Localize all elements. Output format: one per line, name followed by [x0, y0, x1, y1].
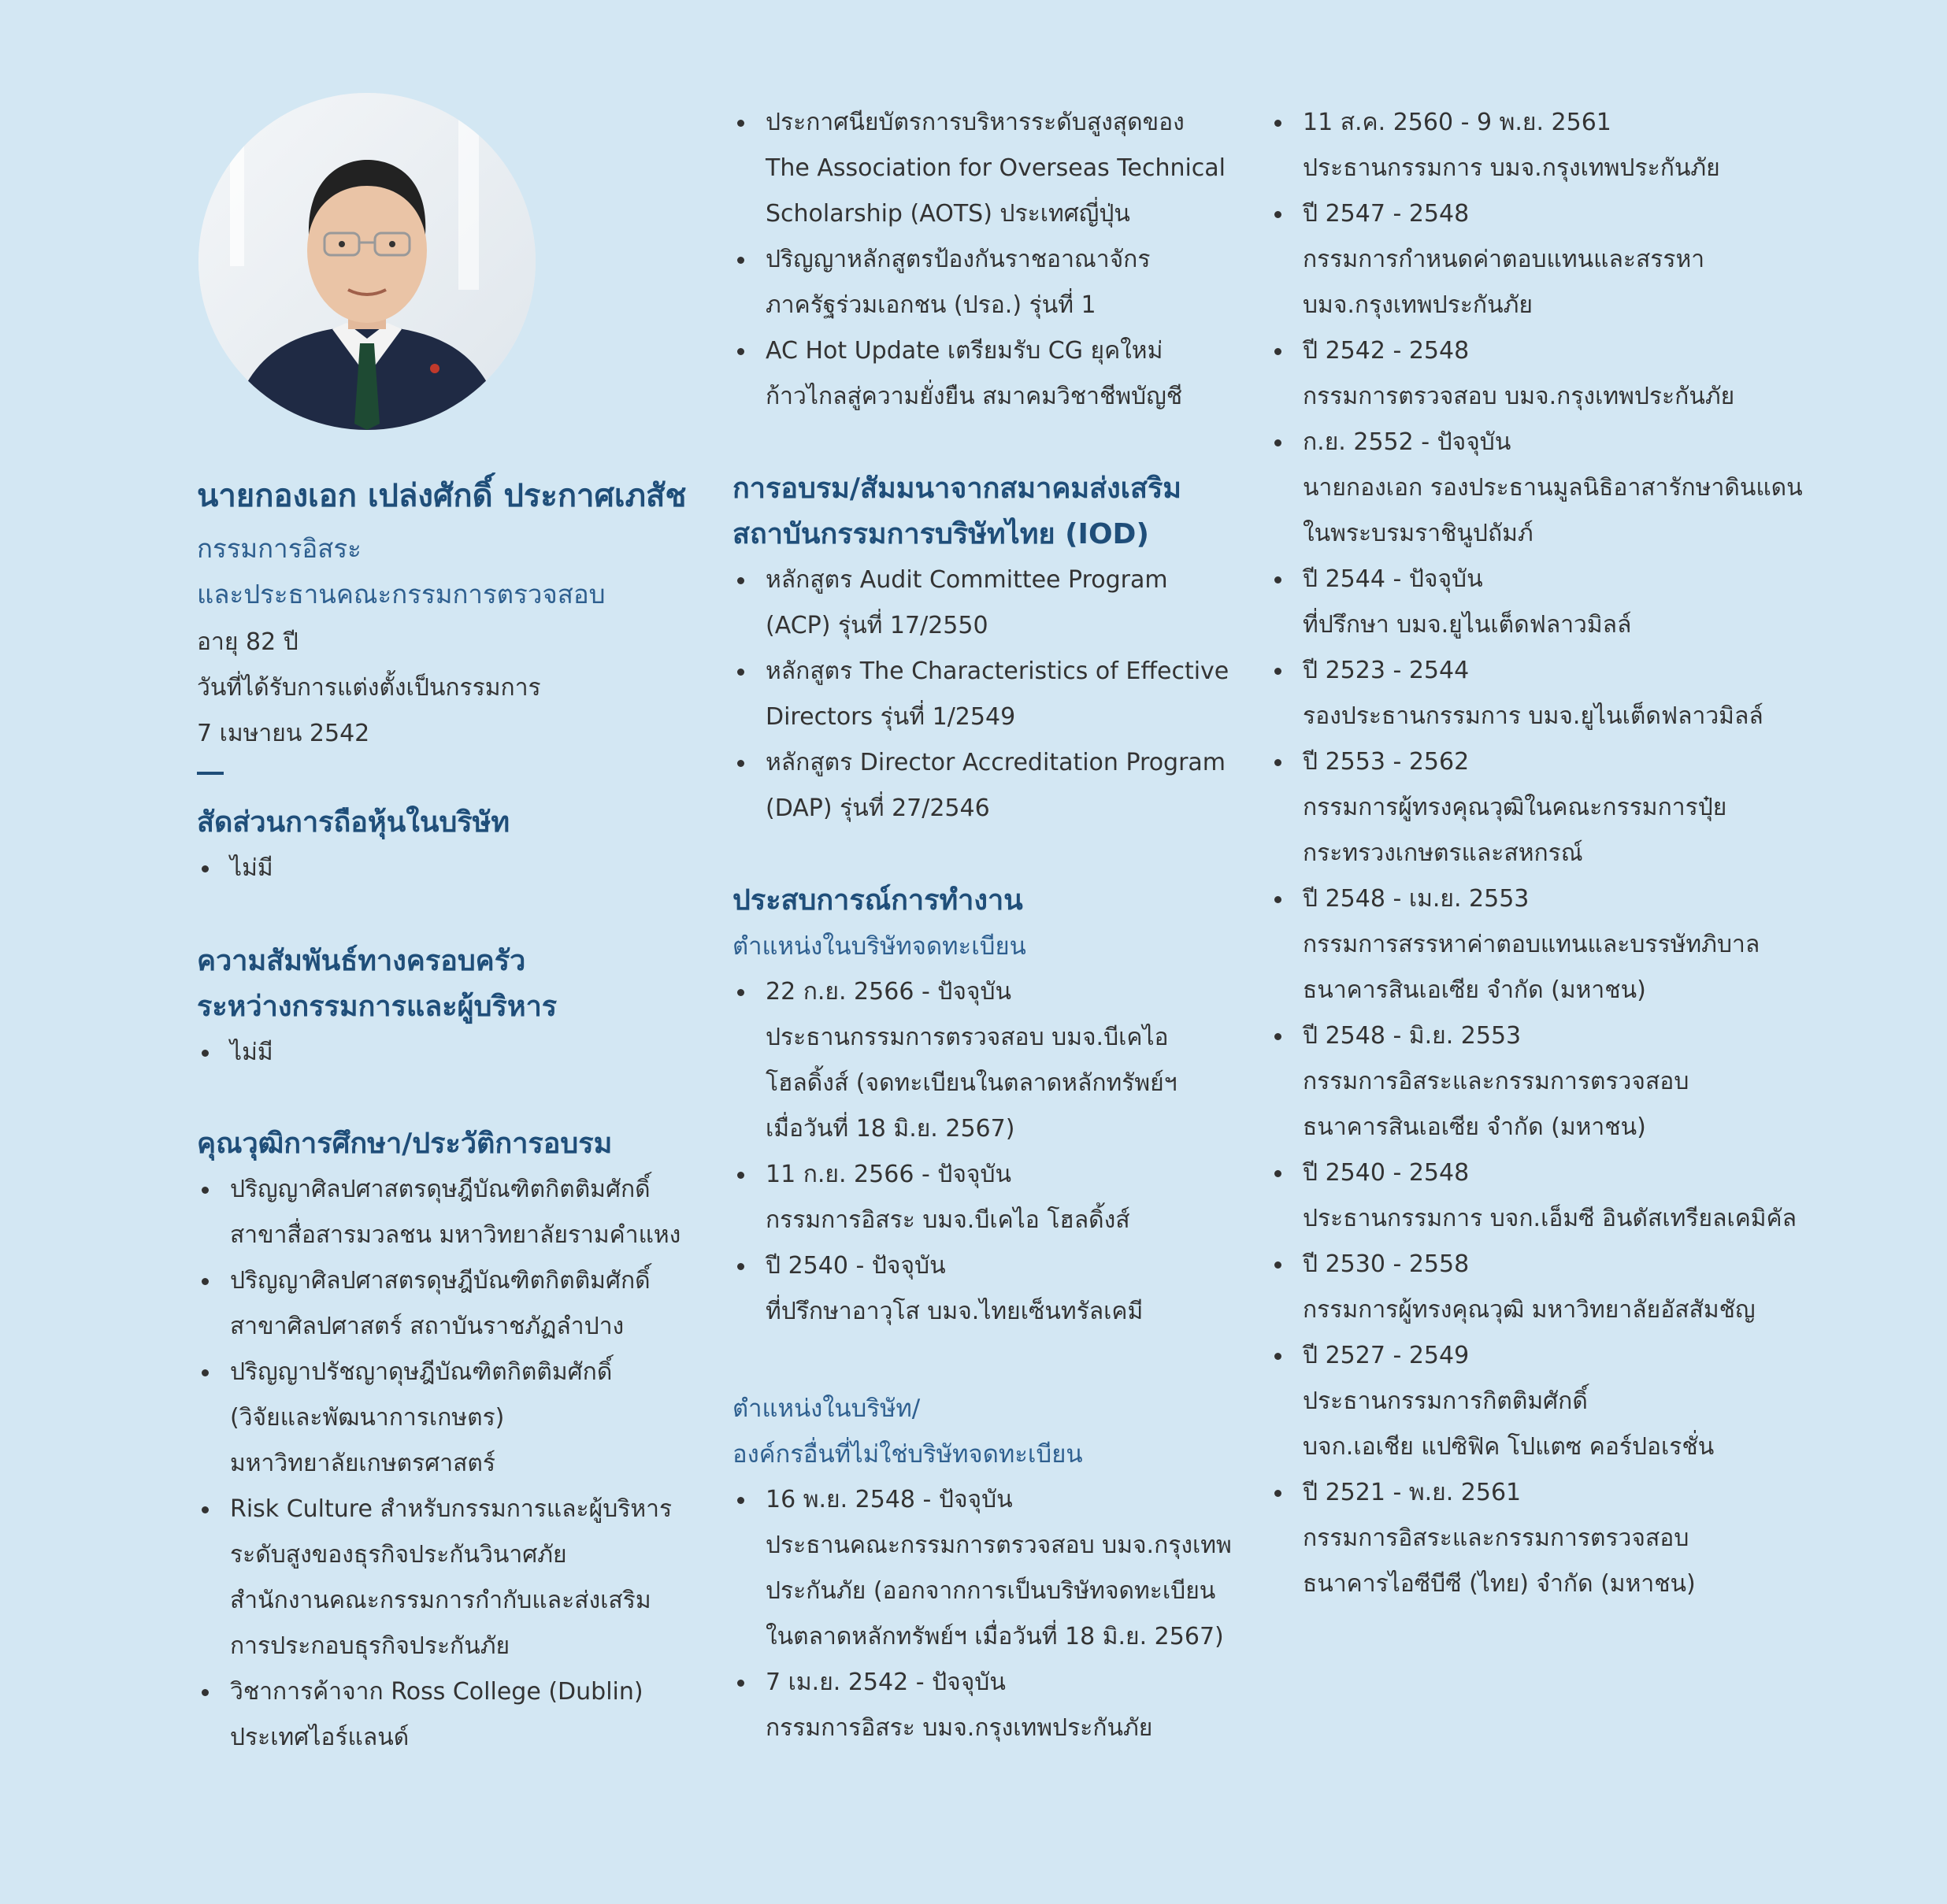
list-item: ไม่มี [197, 1030, 717, 1076]
section-heading: คุณวุฒิการศึกษา/ประวัติการอบรม [197, 1128, 613, 1160]
education-section [197, 1121, 717, 1761]
appointed-label: วันที่ได้รับการแต่งตั้งเป็นกรรมการ [197, 674, 541, 702]
list-item: ปี 2540 - 2548 ประธานกรรมการ บจก.เอ็มซี อินดัสเทรียลเคมิคัล [1270, 1150, 1900, 1242]
divider [197, 772, 224, 775]
appointed-date: 7 เมษายน 2542 [197, 720, 370, 747]
list-item: หลักสูตร Director Accreditation Program (DAP) รุ่นที่ 27/2546 [732, 740, 1260, 832]
other-positions-section [732, 1386, 1260, 1751]
director-info [197, 620, 717, 757]
list-item: หลักสูตร Audit Committee Program (ACP) รุ่นที่ 17/2550 [732, 557, 1260, 649]
list-item: หลักสูตร The Characteristics of Effective Directors รุ่นที่ 1/2549 [732, 649, 1260, 740]
iod-section [732, 466, 1260, 832]
education-continued [732, 100, 1260, 420]
list-item: ปริญญาศิลปศาสตรดุษฎีบัณฑิตกิตติมศักดิ์ สาขาศิลปศาสตร์ สถาบันราชภัฏลำปาง [197, 1258, 717, 1350]
section-heading: สัดส่วนการถือหุ้นในบริษัท [197, 806, 510, 839]
list-item: ปี 2547 - 2548 กรรมการกำหนดค่าตอบแทนและสรรหา บมจ.กรุงเทพประกันภัย [1270, 191, 1900, 328]
list-item: AC Hot Update เตรียมรับ CG ยุคใหม่ ก้าวไกลสู่ความยั่งยืน สมาคมวิชาชีพบัญชี [732, 328, 1260, 420]
list-item: ปี 2527 - 2549 ประธานกรรมการกิตติมศักดิ์ บจก.เอเชีย แปซิฟิค โปแตซ คอร์ปอเรชั่น [1270, 1333, 1900, 1470]
list-item: 22 ก.ย. 2566 - ปัจจุบัน ประธานกรรมการตรวจสอบ บมจ.บีเคไอ โฮลดิ้งส์ (จดทะเบียนในตลาดหลักทรัพย์ฯ เมื่อวันที่ 18 มิ.ย. 2567) [732, 969, 1260, 1152]
list-item: ปี 2530 - 2558 กรรมการผู้ทรงคุณวุฒิ มหาวิทยาลัยอัสสัมชัญ [1270, 1242, 1900, 1333]
section-heading: ความสัมพันธ์ทางครอบครัว ระหว่างกรรมการและผู้บริหาร [197, 945, 558, 1023]
section-heading: ประสบการณ์การทำงาน [732, 884, 1023, 917]
list-item: ปี 2548 - มิ.ย. 2553 กรรมการอิสระและกรรมการตรวจสอบ ธนาคารสินเอเซีย จำกัด (มหาชน) [1270, 1013, 1900, 1150]
age: อายุ 82 ปี [197, 628, 299, 656]
list-item: ปี 2521 - พ.ย. 2561 กรรมการอิสระและกรรมการตรวจสอบ ธนาคารไอซีบีซี (ไทย) จำกัด (มหาชน) [1270, 1470, 1900, 1607]
other-company-label: ตำแหน่งในบริษัท/ องค์กรอื่นที่ไม่ใช่บริษัทจดทะเบียน [732, 1395, 1083, 1469]
list-item: ปริญญาปรัชญาดุษฎีบัณฑิตกิตติมศักดิ์ (วิจัยและพัฒนาการเกษตร) มหาวิทยาลัยเกษตรศาสตร์ [197, 1350, 717, 1487]
list-item: ประกาศนียบัตรการบริหารระดับสูงสุดของ The Association for Overseas Technical Scholarship (AOTS) ประเทศญี่ปุ่น [732, 100, 1260, 237]
list-item: ปี 2542 - 2548 กรรมการตรวจสอบ บมจ.กรุงเทพประกันภัย [1270, 328, 1900, 420]
director-title [197, 526, 717, 617]
list-item: ปี 2553 - 2562 กรรมการผู้ทรงคุณวุฒิในคณะกรรมการปุ๋ย กระทรวงเกษตรและสหกรณ์ [1270, 739, 1900, 876]
list-item: ปี 2540 - ปัจจุบัน ที่ปรึกษาอาวุโส บมจ.ไทยเซ็นทรัลเคมี [732, 1243, 1260, 1335]
list-item: ปี 2544 - ปัจจุบัน ที่ปรึกษา บมจ.ยูไนเต็ดฟลาวมิลล์ [1270, 557, 1900, 648]
list-item: 11 ส.ค. 2560 - 9 พ.ย. 2561 ประธานกรรมการ บมจ.กรุงเทพประกันภัย [1270, 100, 1900, 191]
list-item: Risk Culture สำหรับกรรมการและผู้บริหาร ระดับสูงของธุรกิจประกันวินาศภัย สำนักงานคณะกรรมการกำกับและส่งเสริม การประกอบธุรกิจประกันภัย [197, 1487, 717, 1669]
director-portrait [198, 93, 536, 430]
director-name: นายกองเอก เปล่งศักดิ์ ประกาศเภสัช [197, 478, 687, 514]
experience-section [732, 878, 1260, 1335]
list-item: ปี 2548 - เม.ย. 2553 กรรมการสรรหาค่าตอบแทนและบรรษัทภิบาล ธนาคารสินเอเซีย จำกัด (มหาชน) [1270, 876, 1900, 1013]
list-item: ก.ย. 2552 - ปัจจุบัน นายกองเอก รองประธานมูลนิธิอาสารักษาดินแดน ในพระบรมราชินูปถัมภ์ [1270, 420, 1900, 557]
list-item: ไม่มี [197, 846, 717, 891]
list-item: ปริญญาศิลปศาสตรดุษฎีบัณฑิตกิตติมศักดิ์ สาขาสื่อสารมวลชน มหาวิทยาลัยรามคำแหง [197, 1167, 717, 1258]
list-item: วิชาการค้าจาก Ross College (Dublin) ประเทศไอร์แลนด์ [197, 1669, 717, 1761]
other-positions-continued [1270, 100, 1900, 1607]
title-line: กรรมการอิสระ [197, 533, 362, 564]
list-item: 7 เม.ย. 2542 - ปัจจุบัน กรรมการอิสระ บมจ.กรุงเทพประกันภัย [732, 1660, 1260, 1751]
title-line: และประธานคณะกรรมการตรวจสอบ [197, 579, 606, 609]
list-item: ปริญญาหลักสูตรป้องกันราชอาณาจักร ภาครัฐร่วมเอกชน (ปรอ.) รุ่นที่ 1 [732, 237, 1260, 328]
list-item: 16 พ.ย. 2548 - ปัจจุบัน ประธานคณะกรรมการตรวจสอบ บมจ.กรุงเทพ ประกันภัย (ออกจากการเป็นบริษัทจดทะเบียน ในตลาดหลักทรัพย์ฯ เมื่อวันที่ 18 มิ.ย. 2567) [732, 1477, 1260, 1660]
section-heading: การอบรม/สัมมนาจากสมาคมส่งเสริม สถาบันกรรมการบริษัทไทย (IOD) [732, 472, 1182, 550]
shareholding-section [197, 800, 717, 891]
family-section [197, 939, 717, 1076]
list-item: 11 ก.ย. 2566 - ปัจจุบัน กรรมการอิสระ บมจ.บีเคไอ โฮลดิ้งส์ [732, 1152, 1260, 1243]
listed-company-label: ตำแหน่งในบริษัทจดทะเบียน [732, 932, 1026, 961]
list-item: ปี 2523 - 2544 รองประธานกรรมการ บมจ.ยูไนเต็ดฟลาวมิลล์ [1270, 648, 1900, 739]
